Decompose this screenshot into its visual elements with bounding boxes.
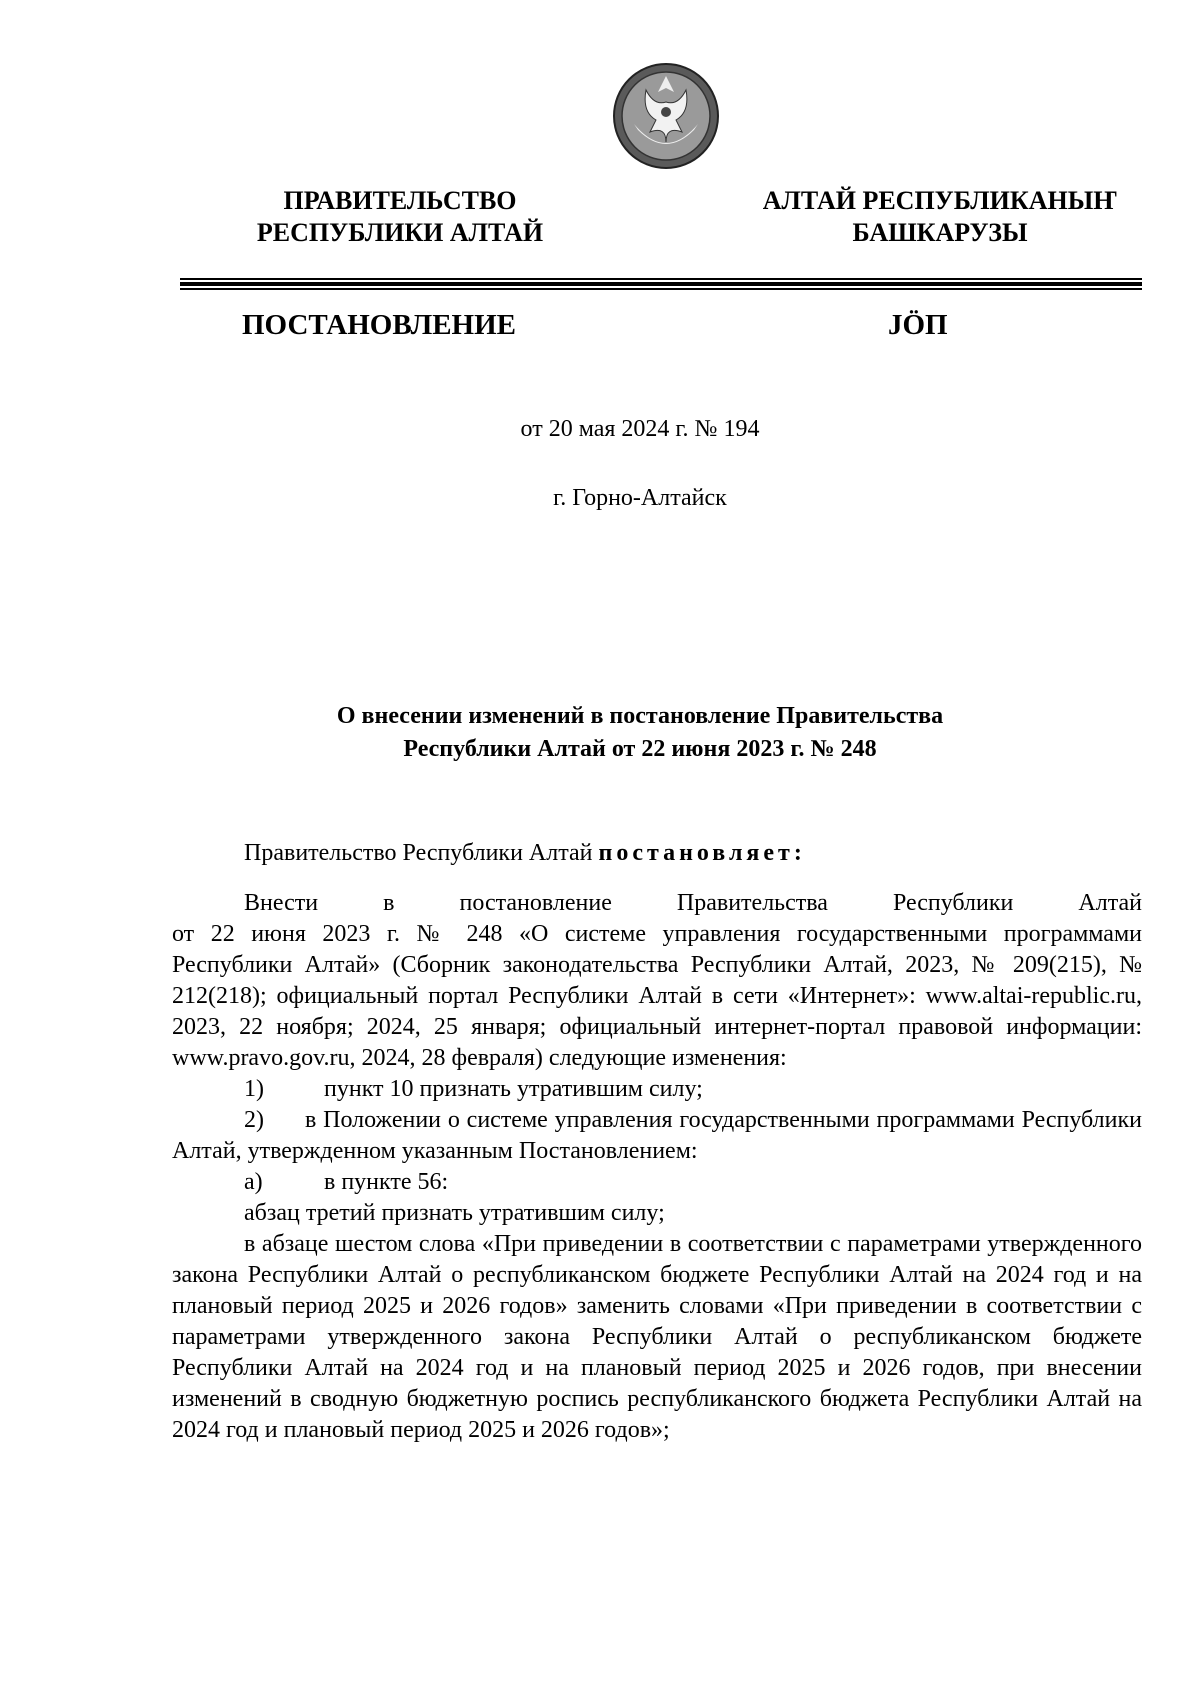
intro-emphasis: постановляет: xyxy=(598,840,806,866)
document-city: г. Горно-Алтайск xyxy=(553,485,727,511)
list-item-2-text: в Положении о системе управления государственными программами Республики Алтай, утвержденном указанным Постановлением: xyxy=(172,1107,1142,1164)
title-line1: О внесении изменений в постановление Правительства xyxy=(336,703,944,729)
list-item-1-number: 1) xyxy=(244,1076,264,1102)
intro-text: Правительство Республики Алтай xyxy=(244,840,599,866)
org-alt-line1: АЛТАЙ РЕСПУБЛИКАНЫҤ xyxy=(762,186,1118,215)
document-type-altai: JÖП xyxy=(888,309,948,341)
organization-name-altai xyxy=(720,185,1160,249)
paragraph-abzac-6: в абзаце шестом слова «При приведении в соответствии с параметрами утвержденного закона Республики Алтай о республиканском бюджете Республики Алтай на 2024 год и на плановый период 2025 и 2026 годов» заменить словами «При приведении в соответствии с параметрами утвержденного закона Республики Алтай о республиканском бюджете Республики Алтай на 2024 год и на плановый период 2025 и 2026 годов, при внесении изменений в сводную бюджетную роспись республиканского бюджета Республики Алтай на 2024 год и плановый период 2025 и 2026 годов»; xyxy=(172,1231,1142,1443)
intro-paragraph xyxy=(172,838,1142,869)
document-title xyxy=(260,700,1020,766)
organization-name-ru xyxy=(220,185,580,249)
list-item-a-text: в пункте 56: xyxy=(324,1169,449,1195)
list-item-a xyxy=(172,1167,1142,1198)
paragraph-abzac-3: абзац третий признать утратившим силу; xyxy=(244,1200,665,1226)
list-item-2-number: 2) xyxy=(244,1107,264,1133)
list-item-1-text: пункт 10 признать утратившим силу; xyxy=(324,1076,703,1102)
main-paragraph-first-line: Внести в постановление Правительства Республики Алтай xyxy=(244,890,1142,916)
org-ru-line1: ПРАВИТЕЛЬСТВО xyxy=(283,186,517,215)
list-item-2 xyxy=(172,1105,1142,1167)
document-date-number: от 20 мая 2024 г. № 194 xyxy=(520,416,760,442)
main-paragraph: от 22 июня 2023 г. № 248 «О системе управления государственными программами Республики Алтай» (Сборник законодательства Республики Алтай, 2023, № 209(215), № 212(218); официальный портал Республики Алтай в сети «Интернет»: www.altai-republic.ru, 2023, 22 ноября; 2024, 25 января; официальный интернет-портал правовой информации: www.pravo.gov.ru, 2024, 28 февраля) следующие изменения: xyxy=(172,921,1142,1071)
org-ru-line2: РЕСПУБЛИКИ АЛТАЙ xyxy=(256,218,544,247)
coat-of-arms-emblem xyxy=(612,62,720,170)
list-item-a-number: а) xyxy=(244,1169,263,1195)
list-item-1 xyxy=(172,1074,1142,1105)
document-body xyxy=(172,838,1142,1446)
document-type-ru: ПОСТАНОВЛЕНИЕ xyxy=(242,309,517,341)
org-alt-line2: БАШКАРУЗЫ xyxy=(852,218,1028,247)
header-divider xyxy=(180,278,1142,290)
title-line2: Республики Алтай от 22 июня 2023 г. № 248 xyxy=(403,736,877,762)
